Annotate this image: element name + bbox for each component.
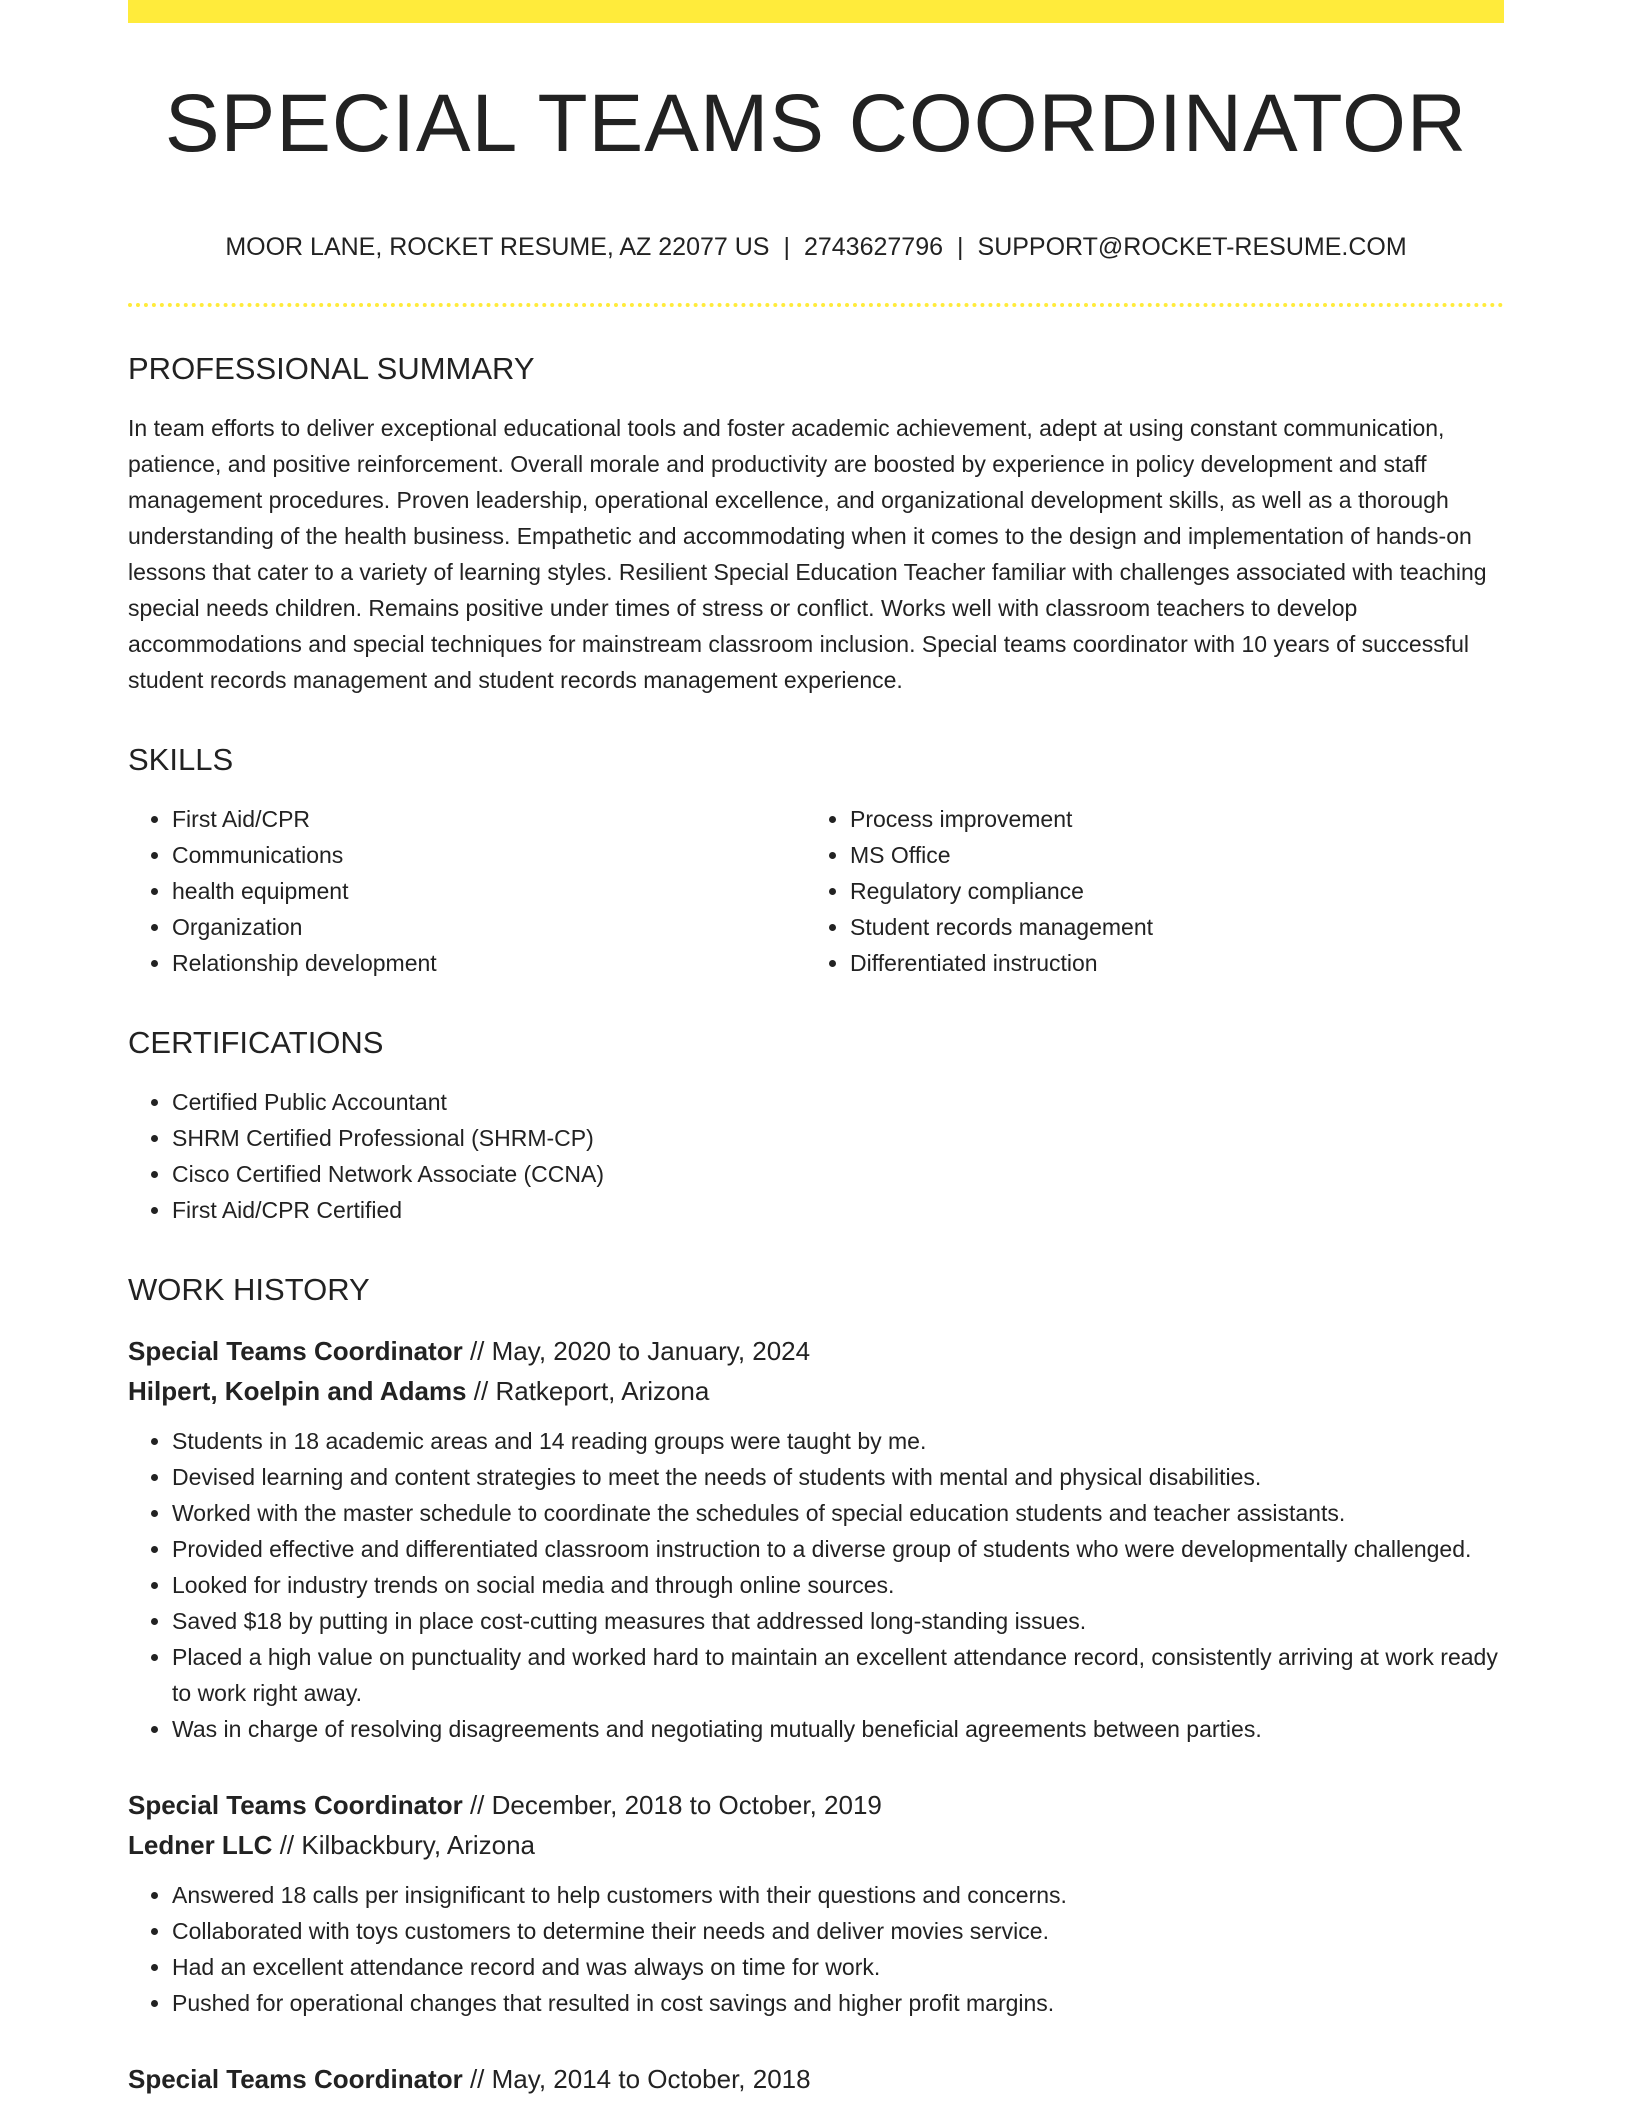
job-bullet: • Saved $18 by putting in place cost-cutting measures that addressed long-standing issues. (172, 1603, 1504, 1639)
job-entry (128, 1331, 1504, 1747)
skills-list-right (806, 801, 1484, 981)
address: MOOR LANE, ROCKET RESUME, AZ 22077 US (225, 233, 770, 261)
skills-columns (128, 801, 1504, 981)
job-title-line (128, 1785, 1504, 1825)
job-title-line (128, 2059, 1504, 2099)
certification-item: • SHRM Certified Professional (SHRM-CP) (172, 1120, 1504, 1156)
job-bullet: • Was in charge of resolving disagreements and negotiating mutually beneficial agreements between parties. (172, 1711, 1504, 1747)
job-bullet: • Placed a high value on punctuality and worked hard to maintain an excellent attendance record, consistently arriving at work ready to work right away. (172, 1639, 1504, 1711)
resume-title: SPECIAL TEAMS COORDINATOR (164, 78, 1468, 169)
job-company-line (128, 1825, 1504, 1865)
skill-item: • Process improvement (850, 801, 1484, 837)
skill-item: • Relationship development (172, 945, 806, 981)
skill-item: • MS Office (850, 837, 1484, 873)
accent-bar (128, 0, 1504, 23)
job-dates: May, 2020 to January, 2024 (491, 1336, 811, 1366)
work-history-heading: WORK HISTORY (128, 1272, 370, 1307)
divider: // (279, 1830, 295, 1860)
resume-page (128, 0, 1504, 2099)
job-title: Special Teams Coordinator (128, 1790, 463, 1820)
job-title: Special Teams Coordinator (128, 2064, 463, 2094)
job-dates: December, 2018 to October, 2019 (491, 1790, 882, 1820)
skill-item: • Differentiated instruction (850, 945, 1484, 981)
certification-item: • Certified Public Accountant (172, 1084, 1504, 1120)
contact-separator: | (783, 233, 790, 261)
summary-text: In team efforts to deliver exceptional educational tools and foster academic achievement, adept at using constant communication, patience, and positive reinforcement. Overall morale and productivity are boosted by experience in policy development and staff management procedures. Proven leadership, operational excellence, and organizational development skills, as well as a thorough understanding of the health business. Empathetic and accommodating when it comes to the design and implementation of hands-on lessons that cater to a variety of learning styles. Resilient Special Education Teacher familiar with challenges associated with teaching special needs children. Remains positive under times of stress or conflict. Works well with classroom teachers to develop accommodations and special techniques for mainstream classroom inclusion. Special teams coordinator with 10 years of successful student records management and student records management experience. (128, 415, 1487, 693)
job-company: Ledner LLC (128, 1830, 273, 1860)
skill-item: • Student records management (850, 909, 1484, 945)
divider: // (473, 1376, 489, 1406)
job-bullet: • Answered 18 calls per insignificant to help customers with their questions and concerns. (172, 1877, 1504, 1913)
certification-item: • Cisco Certified Network Associate (CCNA) (172, 1156, 1504, 1192)
divider: // (469, 2064, 485, 2094)
skills-heading: SKILLS (128, 742, 234, 777)
job-bullet: • Looked for industry trends on social media and through online sources. (172, 1567, 1504, 1603)
job-bullet: • Devised learning and content strategies to meet the needs of students with mental and physical disabilities. (172, 1459, 1504, 1495)
job-company-line (128, 1371, 1504, 1411)
job-title-line (128, 1331, 1504, 1371)
job-bullet: • Provided effective and differentiated classroom instruction to a diverse group of students who were developmentally challenged. (172, 1531, 1504, 1567)
job-location: Ratkeport, Arizona (495, 1376, 710, 1406)
contact-line (128, 235, 1504, 260)
job-bullet: • Students in 18 academic areas and 14 reading groups were taught by me. (172, 1423, 1504, 1459)
job-bullet: • Worked with the master schedule to coordinate the schedules of special education students and teacher assistants. (172, 1495, 1504, 1531)
job-entry (128, 1785, 1504, 2021)
contact-separator: | (957, 233, 964, 261)
skill-item: • Regulatory compliance (850, 873, 1484, 909)
skill-item: • health equipment (172, 873, 806, 909)
summary-heading: PROFESSIONAL SUMMARY (128, 351, 535, 386)
email: SUPPORT@ROCKET-RESUME.COM (977, 233, 1407, 261)
skill-item: • First Aid/CPR (172, 801, 806, 837)
job-bullet: • Had an excellent attendance record and was always on time for work. (172, 1949, 1504, 1985)
divider: // (469, 1336, 485, 1366)
skills-list-left (128, 801, 806, 981)
job-bullet: • Pushed for operational changes that resulted in cost savings and higher profit margins. (172, 1985, 1504, 2021)
job-title: Special Teams Coordinator (128, 1336, 463, 1366)
certifications-heading: CERTIFICATIONS (128, 1025, 384, 1060)
job-location: Kilbackbury, Arizona (301, 1830, 536, 1860)
divider: // (469, 1790, 485, 1820)
job-bullets (128, 1877, 1504, 2021)
job-entry (128, 2059, 1504, 2099)
certifications-list (128, 1084, 1504, 1228)
skill-item: • Communications (172, 837, 806, 873)
phone: 2743627796 (803, 233, 944, 261)
dotted-divider (128, 303, 1504, 307)
certification-item: • First Aid/CPR Certified (172, 1192, 1504, 1228)
job-bullets (128, 1423, 1504, 1747)
job-company: Hilpert, Koelpin and Adams (128, 1376, 467, 1406)
job-bullet: • Collaborated with toys customers to determine their needs and deliver movies service. (172, 1913, 1504, 1949)
job-dates: May, 2014 to October, 2018 (491, 2064, 811, 2094)
skill-item: • Organization (172, 909, 806, 945)
